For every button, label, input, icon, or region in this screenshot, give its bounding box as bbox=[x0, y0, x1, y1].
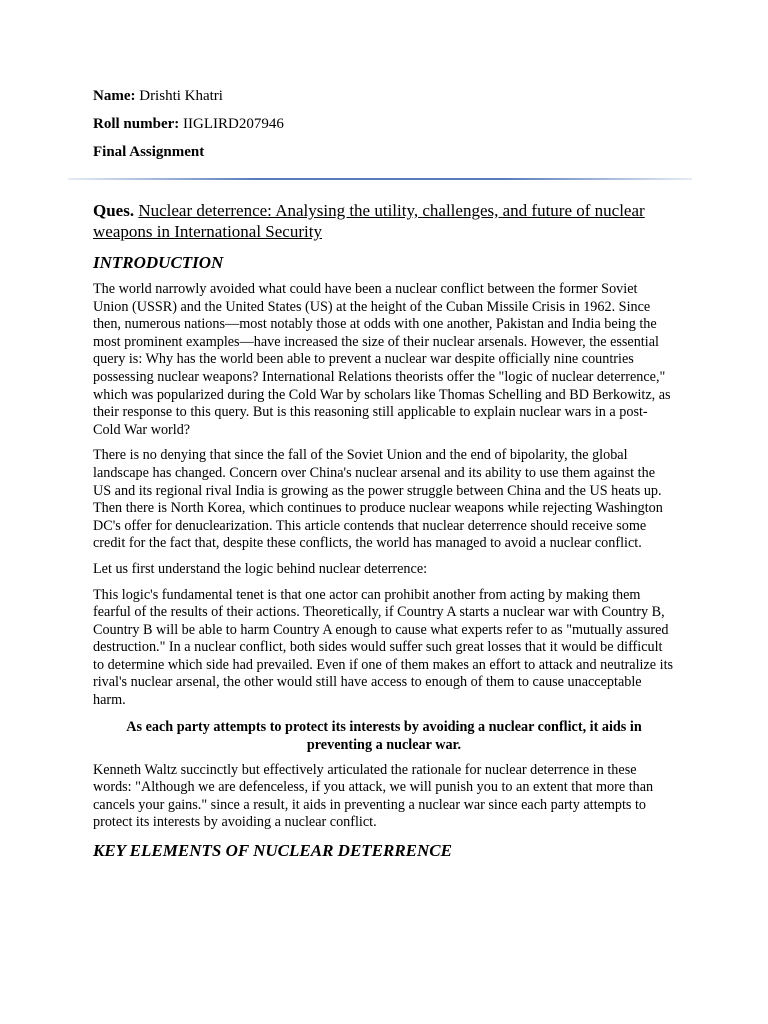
roll-number-value: IIGLIRD207946 bbox=[183, 116, 284, 132]
assignment-title: Final Assignment bbox=[93, 144, 205, 160]
question-block bbox=[93, 200, 675, 242]
key-elements-heading: KEY ELEMENTS OF NUCLEAR DETERRENCE bbox=[93, 841, 452, 861]
question-label: Ques. bbox=[93, 201, 135, 220]
introduction-heading: INTRODUCTION bbox=[93, 253, 224, 272]
roll-number-label: Roll number: bbox=[93, 116, 180, 132]
bold-callout: As each party attempts to protect its interests by avoiding a nuclear conflict, it aids in preventing a nuclear war. bbox=[126, 718, 642, 753]
roll-number-line bbox=[93, 114, 675, 134]
paragraph-3: Let us first understand the logic behind nuclear deterrence: bbox=[93, 560, 428, 577]
question-title: Nuclear deterrence: Analysing the utility, challenges, and future of nuclear weapons in International Security bbox=[93, 201, 645, 241]
document-body bbox=[93, 252, 675, 862]
paragraph-5: Kenneth Waltz succinctly but effectively articulated the rationale for nuclear deterrence in these words: "Although we are defenceless, if you attack, we will punish you to an extent that more than cancels your gains." since a result, it aids in preventing a nuclear war since each party attempts to protect its interests by avoiding a nuclear conflict. bbox=[93, 761, 654, 831]
header-divider bbox=[68, 178, 692, 180]
name-line bbox=[93, 86, 675, 106]
name-value: Drishti Khatri bbox=[139, 88, 223, 104]
paragraph-4: This logic's fundamental tenet is that one actor can prohibit another from acting by making them fearful of the results of their actions. Theoretically, if Country A starts a nuclear war with Country B, Country B will be able to harm Country A enough to cause what experts refer to as "mutually assured destruction." In a nuclear conflict, both sides would suffer such great losses that it would be difficult to determine which side had prevailed. Even if one of them makes an effort to attack and neutralize its rival's nuclear arsenal, the other would still have access to enough of them to cause unacceptable harm. bbox=[93, 586, 674, 709]
document-header bbox=[93, 86, 675, 170]
paragraph-1: The world narrowly avoided what could have been a nuclear conflict between the former Soviet Union (USSR) and the United States (US) at the height of the Cuban Missile Crisis in 1962. Since then, numerous nations—most notably those at odds with one another, Pakistan and India being the most prominent examples—have increased the size of their nuclear arsenals. However, the essential query is: Why has the world been able to prevent a nuclear war despite officially nine countries possessing nuclear weapons? International Relations theorists offer the "logic of nuclear deterrence," which was popularized during the Cold War by scholars like Thomas Schelling and BD Berkowitz, as their response to this query. But is this reasoning still applicable to explain nuclear wars in a post-Cold War world? bbox=[93, 281, 671, 438]
name-label: Name: bbox=[93, 88, 136, 104]
paragraph-2: There is no denying that since the fall of the Soviet Union and the end of bipolarity, the global landscape has changed. Concern over China's nuclear arsenal and its ability to use them against the US and its regional rival India is growing as the power struggle between China and the US heats up. Then there is North Korea, which continues to produce nuclear weapons while rejecting Washington DC's offer for denuclearization. This article contends that nuclear deterrence should receive some credit for the fact that, despite these conflicts, the world has managed to avoid a nuclear conflict. bbox=[93, 447, 663, 552]
